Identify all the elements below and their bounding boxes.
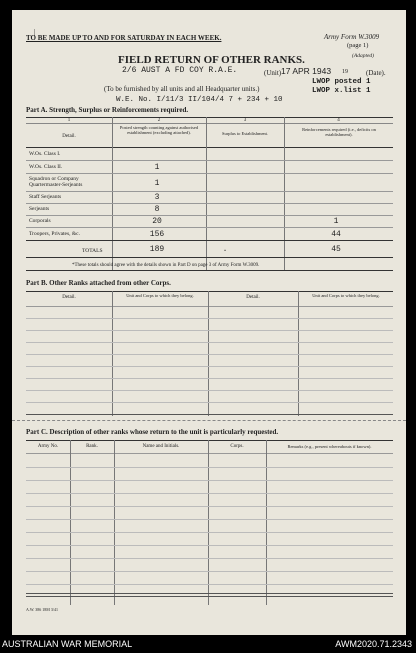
part-b-col-unit-1: Unit and Corps to which they belong. <box>126 293 194 298</box>
we-number-line: W.E. No. I/11/3 II/104/4 7 + 234 + 10 <box>116 96 283 104</box>
footer-accession: AWM2020.71.2343 <box>335 639 412 649</box>
date-label: (Date). <box>366 69 386 77</box>
col-header-posted: Posted strength counting against authorised establishment (excluding attached). <box>119 125 199 135</box>
totals-surplus: . <box>222 245 228 254</box>
part-c-col-remarks: Remarks (e.g., present whereabouts if known). <box>287 444 372 449</box>
posted-cqms: 1 <box>154 179 160 188</box>
col-number-1: 1 <box>67 118 71 123</box>
row-detail-troopers: Troopers, Privates, &c. <box>29 231 80 237</box>
part-b-col-detail-1: Detail. <box>62 295 76 300</box>
row-detail-cpl: Corporals <box>29 218 51 224</box>
part-a-footnote: *These totals should agree with the details shown in Part D on page 3 of Army Form W.3009. <box>72 263 260 268</box>
form-adapted: (Adapted) <box>352 53 374 59</box>
row-detail-staff-sjt: Staff Serjeants <box>29 194 62 200</box>
col-header-surplus: Surplus to Establishment. <box>221 131 269 136</box>
row-detail-wo1: W.Os. Class I. <box>29 151 61 157</box>
part-c-col-army-no: Army No. <box>37 444 59 449</box>
unit-label: (Unit) <box>264 69 282 77</box>
lwop-xlist: LWOP x.list 1 <box>312 87 371 95</box>
hole-mark: | <box>34 28 36 36</box>
col-header-detail: Detail. <box>62 134 76 139</box>
form-sheet <box>12 10 406 635</box>
part-c-col-rank: Rank. <box>86 444 98 449</box>
col-number-2: 2 <box>157 118 161 123</box>
date-stamp: 17 APR 1943 <box>281 66 332 76</box>
reinf-troopers: 44 <box>331 230 341 239</box>
unit-name: 2/6 AUST A FD COY R.A.E. <box>122 66 238 75</box>
part-c-col-name: Name and Initials. <box>142 444 180 449</box>
weekly-note: TO BE MADE UP TO AND FOR SATURDAY IN EACH WEEK. <box>26 34 222 42</box>
col-number-3: 3 <box>243 118 247 123</box>
totals-posted: 189 <box>149 245 165 254</box>
footer-institution: AUSTRALIAN WAR MEMORIAL <box>2 639 133 649</box>
posted-sjt: 8 <box>154 205 160 214</box>
part-b-col-unit-2: Unit and Corps to which they belong. <box>312 293 380 298</box>
part-b-title: Part B. Other Ranks attached from other Corps. <box>26 279 171 287</box>
posted-wo2: 1 <box>154 163 160 172</box>
lwop-posted: LWOP posted 1 <box>312 78 371 86</box>
furnish-note: (To be furnished by all units and all Headquarter units.) <box>104 85 260 93</box>
archive-footer <box>0 637 416 653</box>
posted-troopers: 156 <box>149 230 165 239</box>
totals-reinf: 45 <box>331 245 341 254</box>
col-header-reinf: Reinforcements required (i.e., deficits on establishment). <box>302 127 376 137</box>
part-c-title: Part C. Description of other ranks whose return to the unit is particularly requested. <box>26 428 279 436</box>
totals-label: TOTALS <box>82 248 103 254</box>
part-a-title: Part A. Strength, Surplus or Reinforcements required. <box>26 106 189 114</box>
row-detail-sjt: Serjeants <box>29 206 50 212</box>
page-title: FIELD RETURN OF OTHER RANKS. <box>118 54 305 66</box>
year-prefix: 19 <box>342 69 348 75</box>
row-detail-cqms: Squadron or Company Quartermaster-Serjeants <box>29 176 83 188</box>
col-number-4: 4 <box>337 118 340 123</box>
form-number: Army Form W.3009 <box>324 33 380 41</box>
row-detail-wo2: W.Os. Class II. <box>29 164 63 170</box>
posted-cpl: 20 <box>152 217 162 226</box>
part-c-col-corps: Corps. <box>230 444 244 449</box>
form-page: (page 1) <box>347 42 369 49</box>
reinf-cpl: 1 <box>333 217 339 226</box>
part-b-col-detail-2: Detail. <box>246 295 260 300</box>
posted-staff-sjt: 3 <box>154 193 160 202</box>
print-code: A.W. 386 18M 3/41 <box>26 607 58 612</box>
